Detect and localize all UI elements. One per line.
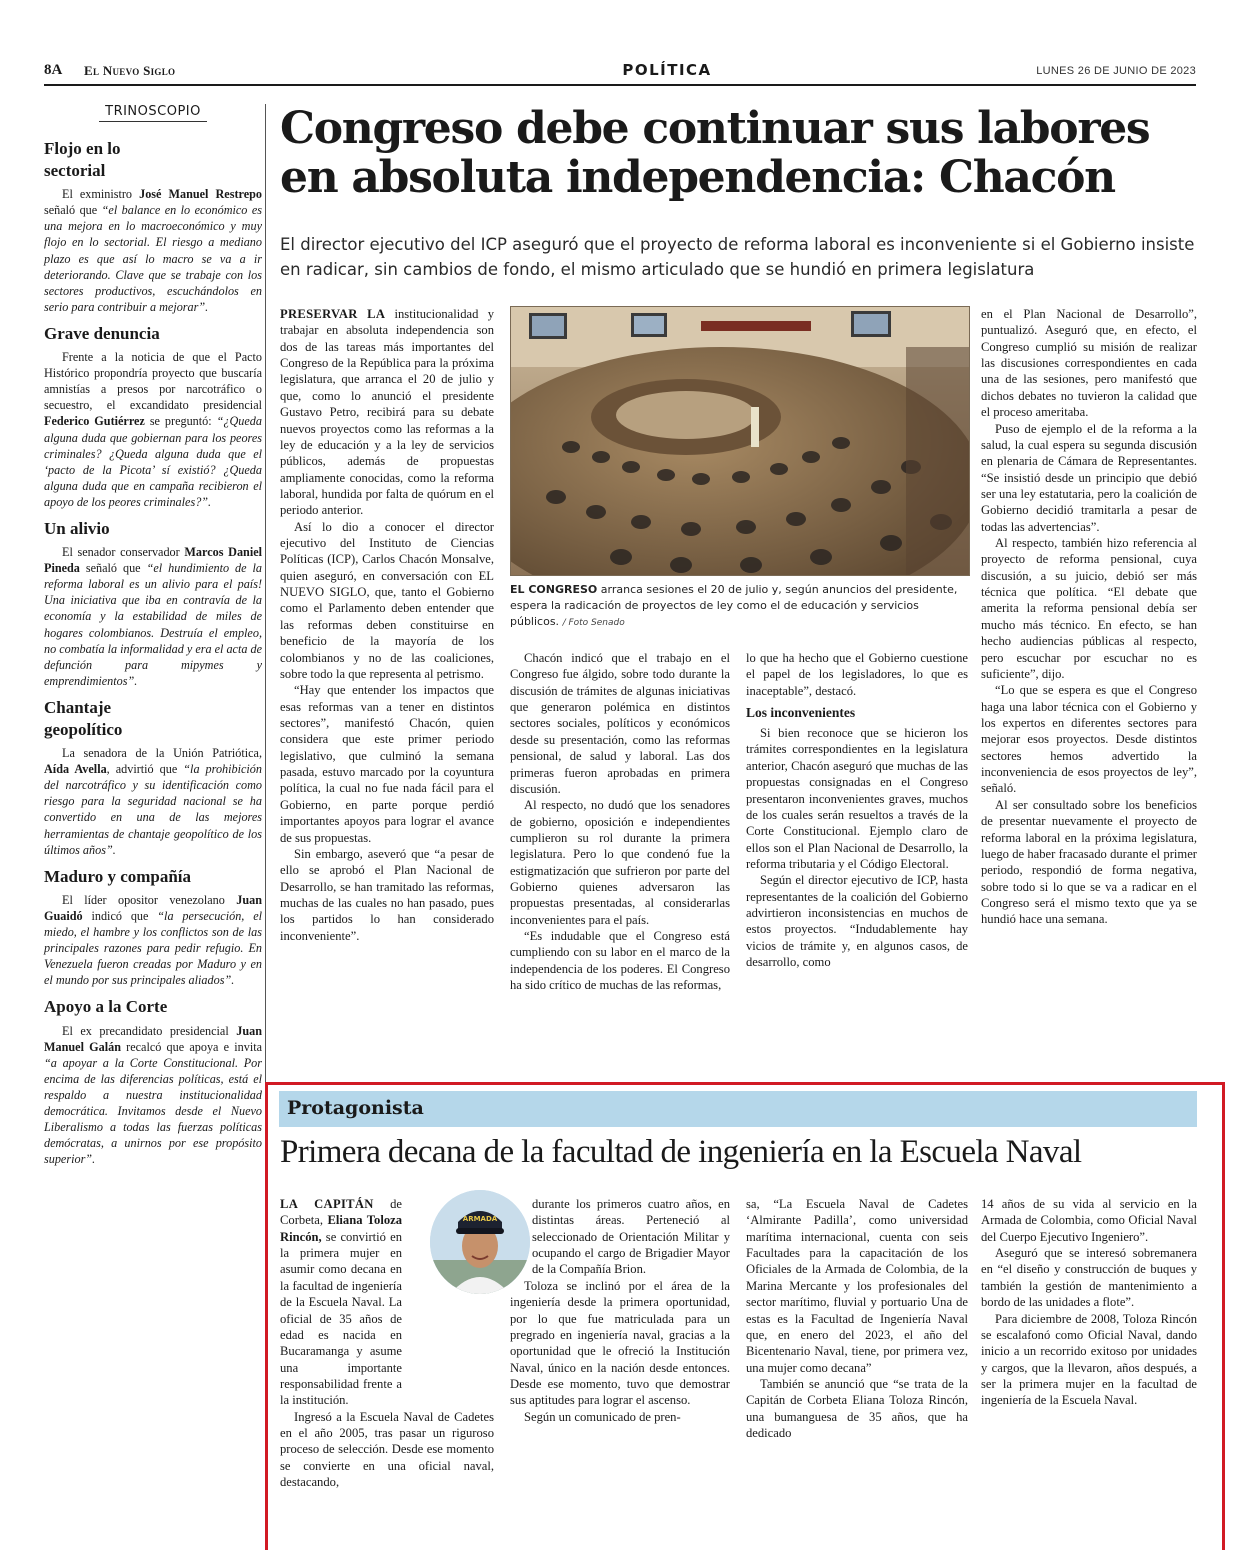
cap-label: ARMADA bbox=[462, 1215, 498, 1223]
protagonista-column-1 bbox=[280, 1196, 494, 1490]
article-paragraph: sa, “La Escuela Naval de Cadetes ‘Almirante Padilla’, como universidad marítima internacional, cuenta con seis Facultades para la capacitación de los Oficiales de la Armada de Colombia, de la Marina Mercante y los profesionales del sector marítimo, fluvial y portuario Una de estas es la Facultad de Ingeniería Naval que, en enero del 2023, el año del Bicentenario Naval, tiene, por primera vez, una mujer como decana” bbox=[746, 1197, 968, 1375]
header-rule bbox=[44, 84, 1196, 86]
article-paragraph: Según el director ejecutivo de ICP, hasta representantes de la coalición del Gobierno advirtieron inconsistencias en muchos de estos proyectos. “Indudablemente hay vicios de trámite y, en algunos casos, de desarrollo, como bbox=[746, 873, 968, 970]
article-paragraph: Si bien reconoce que se hicieron los trámites correspondientes en la legislatura anterior, Chacón aseguró que muchas de las propuestas consignadas en el Congreso presentaron inconvenientes graves, muchos de los cuales serán resueltos a través de la Corte Constitucional. Ejemplo claro de ellos son el Plan Nacional de Desarrollo, la reforma tributaria y el Código Electoral. bbox=[746, 726, 968, 871]
article-paragraph: PRESERVAR LA institucionalidad y trabajar en absoluta independencia son dos de las tareas más importantes del Congreso de la República para la próxima legislatura, que arranca el 20 de julio y que, como lo anunció el presidente Gustavo Petro, recibirá para su debate nuevos proyectos como las reformas a la ley de educación y a la ley de servicios públicos, además de propuestas ampliamente conocidas, como la reforma laboral, hundida por falta de quórum en el periodo anterior. bbox=[280, 307, 494, 518]
photo-caption: EL CONGRESO arranca sesiones el 20 de julio y, según anuncios del presidente, espera la radicación de proyectos de ley como el de educación y servicios públicos. / Foto Senado bbox=[510, 583, 958, 628]
article-paragraph: “Hay que entender los impactos que esas reformas van a tener en distintos sectores”, manifestó Chacón, quien considera que este primer periodo legislativo, que culminó la semana pasada, estuvo marcado por la coyuntura política, la cual no fue nada fácil para el Gobierno, en parte porque perdió importantes apoyos para lograr el avance de sus propuestas. bbox=[280, 683, 494, 845]
sidebar-item-title: Un alivio bbox=[44, 518, 110, 538]
newspaper-name: El Nuevo Siglo bbox=[84, 63, 176, 78]
sidebar-kicker: TRINOSCOPIO bbox=[99, 104, 207, 122]
sidebar-item-title: Grave denuncia bbox=[44, 323, 160, 343]
article-column-3 bbox=[746, 650, 968, 970]
sidebar-item bbox=[44, 697, 262, 858]
sidebar-item-title: Flojo en lo sectorial bbox=[44, 139, 121, 181]
sidebar-item-text: El exministro José Manuel Restrepo señaló que “el balance en lo económico es una mejora en lo macroeconómico y muy flojo en lo sectorial. El riesgo a mediano plazo es que así lo macro se va a ir deteriorando. Clave que se trabaje con los sectores productivos, escuchándolos en serio para contribuir a mejorar”. bbox=[44, 187, 262, 314]
article-deck: El director ejecutivo del ICP aseguró que el proyecto de reforma laboral es inconveniente si el Gobierno insiste en radicar, sin cambios de fondo, el mismo articulado que se hundió en primera legislatura bbox=[280, 235, 1195, 279]
article-paragraph: 14 años de su vida al servicio en la Armada de Colombia, como Oficial Naval del Cuerpo Ejecutivo Ingeniero”. bbox=[981, 1197, 1197, 1244]
column-divider bbox=[265, 104, 266, 1084]
article-paragraph: LA CAPITÁN de Corbeta, Eliana Toloza Rincón, se convirtió en la primera mujer en asumir como decana en la facultad de ingeniería de la Escuela Naval. La oficial de 35 años de edad es nacida en Bucaramanga y asume una importante responsabilidad frente a la institución. bbox=[280, 1197, 402, 1408]
congress-photo bbox=[510, 306, 970, 576]
article-paragraph: “Lo que se espera es que el Congreso haga una labor técnica con el Gobierno y los expertos en diferentes sectores para mejorar esos proyectos. Desde distintos sectores hemos advertido la inconveniencia de esos proyectos de ley”, señaló. bbox=[981, 683, 1197, 796]
sidebar-item bbox=[44, 866, 262, 989]
article-paragraph: Así lo dio a conocer el director ejecutivo del Instituto de Ciencias Políticas (ICP), Carlos Chacón Monsalve, quien aseguró, en conversación con EL NUEVO SIGLO, que, tanto el Gobierno como el Parlamento deben entender que las reformas deben constituirse en beneficio de la mayoría de los colombianos y no de las coaliciones, sobre todo la que representa al petrismo. bbox=[280, 519, 494, 681]
sidebar-item-text: La senadora de la Unión Patriótica, Aída Avella, advirtió que “la prohibición del narcotráfico y su identificación como riesgo para la seguridad nacional se ha convertido en una de las mejores herramientas de chantaje geopolítico de los últimos años”. bbox=[44, 746, 262, 857]
article-paragraph: Puso de ejemplo el de la reforma a la salud, la cual espera su segunda discusión en plenaria de Cámara de Representantes. “Se insistió desde un principio que debió ser una ley estatutaria, pero la coalición de Gobierno decidió tramitarla a pesar de todas las advertencias”. bbox=[981, 421, 1197, 534]
sidebar-item-title: Apoyo a la Corte bbox=[44, 997, 168, 1017]
page-header bbox=[44, 60, 1196, 84]
article-paragraph: Ingresó a la Escuela Naval de Cadetes en el año 2005, tras pasar un riguroso proceso de selección. Desde ese momento se convierte en una oficial naval, destacando, bbox=[280, 1409, 494, 1490]
trinoscopio-column bbox=[44, 104, 262, 1175]
article-column-1 bbox=[280, 306, 494, 944]
sidebar-item-title: Maduro y compañía bbox=[44, 866, 192, 886]
sidebar-item bbox=[44, 996, 262, 1167]
article-paragraph: en el Plan Nacional de Desarrollo”, puntualizó. Aseguró que, en efecto, el Congreso cumplió su misión de realizar las discusiones correspondientes en cada una de las sesiones, pero manifestó que dichos debates no tuvieron la calidad que el proceso ameritaba. bbox=[981, 307, 1197, 420]
article-subhead: Los inconvenientes bbox=[746, 705, 856, 721]
article-paragraph: Según un comunicado de pren- bbox=[524, 1409, 681, 1424]
sidebar-item bbox=[44, 518, 262, 689]
article-paragraph: Toloza se inclinó por el área de la ingeniería desde la primera oportunidad, por lo que fue matriculada para un pregrado en ingeniería naval, gracias a la oportunidad que le ofreció la Institución Naval, único en la nación desde entonces. Desde ese momento, tuvo que demostrar sus aptitudes para lograr el ascenso. bbox=[510, 1278, 730, 1408]
article-paragraph: Aseguró que se interesó sobremanera en “el diseño y construcción de buques y también la gestión de mantenimiento a bordo de las unidades a flote”. bbox=[981, 1246, 1197, 1310]
sidebar-item-title: Chantaje geopolítico bbox=[44, 697, 123, 739]
band-label: Protagonista bbox=[287, 1097, 424, 1119]
sidebar-item-text: El senador conservador Marcos Daniel Pineda señaló que “el hundimiento de la reforma laboral es un alivio para el país! Una iniciativa que iba en contravía de la economía y la estabilidad de miles de hogares colombianos. Destruía el empleo, no combatía la informalidad y era el acta de defunción para mipymes y emprendimientos”. bbox=[44, 545, 262, 688]
protagonista-band bbox=[279, 1091, 1197, 1127]
section-name: POLÍTICA bbox=[622, 61, 712, 79]
protagonista-headline: Primera decana de la facultad de ingeniería en la Escuela Naval bbox=[280, 1134, 1082, 1170]
article-paragraph: Al ser consultado sobre los beneficios de presentar nuevamente el proyecto de reforma laboral en la próxima legislatura, luego de haber fracasado durante el primer periodo, respondió de forma negativa, sobre todo si lo que se va a radicar en el Congreso será el mismo texto que ya se hundió hace una semana. bbox=[981, 797, 1197, 927]
sidebar-item-text: El ex precandidato presidencial Juan Manuel Galán recalcó que apoya e invita “a apoyar a la Corte Constitucional. Por encima de las diferencias políticas, está el respaldo a nuestra institucionalidad democrática. Invitamos desde el Nuevo Liberalismo a todas las fuerzas políticas demócratas, a unirnos por ese propósito superior”. bbox=[44, 1023, 262, 1167]
photo-credit: / Foto Senado bbox=[562, 617, 625, 628]
article-paragraph: Al respecto, también hizo referencia al proyecto de reforma pensional, cuya discusión, a su juicio, debió ser más técnica que política. “El debate que amerita la reforma pensional debía ser mucho más técnico. En efecto, se han hecho audiencias públicas al respecto, pero escuchar por escuchar no es suficiente”, dijo. bbox=[981, 536, 1197, 681]
sidebar-item bbox=[44, 323, 262, 510]
article-paragraph: Al respecto, no dudó que los senadores de gobierno, oposición e independientes cumplieron su rol durante la primera legislatura. Pero lo que condenó fue la estigmatización que sufrieron por parte del Gobierno quienes adversaron las propuestas presentadas, al considerarlas inconvenientes para el país. bbox=[510, 798, 730, 927]
article-paragraph: lo que ha hecho que el Gobierno cuestione el papel de los legisladores, lo que es inaceptable”, destacó. bbox=[746, 651, 968, 698]
sidebar-item-text: Frente a la noticia de que el Pacto Histórico propondría proyecto que buscaría amnistías a presos por narcotráfico o secuestro, el excandidato presidencial Federico Gutiérrez se preguntó: “¿Queda alguna duda que gobiernan para los peores criminales? ¿Queda alguna duda que el ‘pacto de la Picota’ sí existió? ¿Queda alguna duda que en campaña recibieron el apoyo de los peores criminales?”. bbox=[44, 350, 262, 509]
article-column-2 bbox=[510, 650, 730, 994]
article-paragraph: durante los primeros cuatro años, en distintas áreas. Perteneció al seleccionado de Orientación Militar y ocupando el cargo de Brigadier Mayor de la Compañía Brion. bbox=[532, 1197, 730, 1277]
protagonista-column-2 bbox=[510, 1196, 730, 1425]
congress-chamber-image bbox=[511, 307, 970, 576]
article-column-4 bbox=[981, 306, 1197, 928]
protagonista-column-4 bbox=[981, 1196, 1197, 1409]
sidebar-item-text: El líder opositor venezolano Juan Guaidó indicó que “la persecución, el miedo, el hambre y los conflictos son de las principales razones para pedir refugio. En Venezuela fueron creadas por Maduro y en el mundo por sus principales aliados”. bbox=[44, 892, 262, 988]
article-paragraph: Chacón indicó que el trabajo en el Congreso fue álgido, sobre todo durante la discusión de trámites de algunas iniciativas que generaron polémica en distintos sectores sociales, políticos y económicos desde su presentación, como las reformas pensional, de salud y laboral. Las dos primeras fueron aprobadas en primera discusión. bbox=[510, 651, 730, 796]
issue-date: LUNES 26 DE JUNIO DE 2023 bbox=[1036, 65, 1196, 77]
article-paragraph: Sin embargo, aseveró que “a pesar de ello se aprobó el Plan Nacional de Desarrollo, se han tramitado las reformas, muchas de las cuales no han pasado, pues los partidos lo han considerado inconveniente”. bbox=[280, 846, 494, 943]
article-headline: Congreso debe continuar sus labores en absoluta independencia: Chacón bbox=[280, 103, 1150, 204]
article-paragraph: Para diciembre de 2008, Toloza Rincón se escalafonó como Oficial Naval, dando inicio a un recorrido exitoso por unidades y cargos, que la llevaron, años después, a ser la primera mujer en la facultad de ingeniería de la Escuela Naval. bbox=[981, 1311, 1197, 1408]
sidebar-item bbox=[44, 138, 262, 315]
page-number: 8A bbox=[44, 62, 63, 78]
article-paragraph: “Es indudable que el Congreso está cumpliendo con su labor en el marco de la independencia de los poderes. El Congreso ha sido crítico de muchas de las reformas, bbox=[510, 929, 730, 993]
article-paragraph: También se anunció que “se trata de la Capitán de Corbeta Eliana Toloza Rincón, una bumanguesa de 35 años, que ha dedicado bbox=[746, 1376, 968, 1441]
protagonista-column-3 bbox=[746, 1196, 968, 1441]
